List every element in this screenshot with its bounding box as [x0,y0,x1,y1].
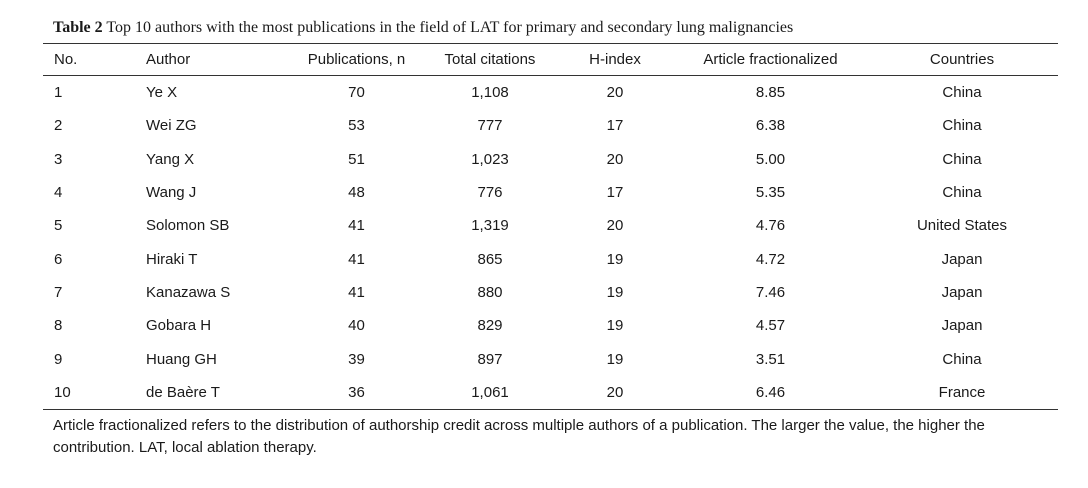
table-row [43,309,1058,342]
cell-no: 10 [43,376,146,410]
table-row [43,209,1058,242]
table-container [43,18,1058,459]
table-row [43,143,1058,176]
table-caption-label: Table 2 [53,19,103,36]
cell-country: Japan [941,317,983,335]
table-row [43,276,1058,309]
cell-no: 4 [54,184,63,202]
cell-author: Solomon SB [146,217,230,235]
cell-fractionalized: 4.76 [755,217,786,235]
header-countries: Countries [866,44,1058,76]
cell-hindex: 20 [606,84,624,102]
cell-citations: 1,061 [425,376,555,410]
cell-hindex: 20 [606,217,624,235]
cell-hindex: 17 [606,117,624,135]
cell-citations: 1,319 [471,217,509,235]
cell-fractionalized: 5.00 [755,150,786,168]
header-citations: Total citations [425,44,555,76]
header-row [43,44,1058,76]
table-row [43,109,1058,142]
cell-country: United States [916,217,1008,235]
cell-fractionalized: 7.46 [755,283,786,301]
cell-publications: 39 [348,350,365,368]
cell-publications: 41 [348,217,365,235]
cell-no: 2 [54,117,63,135]
cell-hindex: 19 [606,283,624,301]
table-header [43,44,1058,76]
cell-citations: 865 [477,250,503,268]
cell-publications: 40 [348,317,365,335]
cell-fractionalized: 5.35 [755,184,786,202]
cell-citations: 897 [477,350,503,368]
cell-no: 3 [54,150,63,168]
table-row [43,76,1058,110]
cell-no: 7 [54,283,63,301]
cell-no: 5 [54,217,63,235]
cell-fractionalized: 3.51 [755,350,786,368]
header-author: Author [146,44,288,76]
cell-hindex: 19 [606,317,624,335]
cell-no: 9 [54,350,63,368]
cell-no: 8 [54,317,63,335]
cell-fractionalized: 6.46 [675,376,866,410]
cell-author: Wang J [146,184,197,202]
cell-fractionalized: 8.85 [755,84,786,102]
cell-fractionalized: 4.57 [755,317,786,335]
table-row [43,342,1058,375]
table-body [43,76,1058,410]
table-row [43,376,1058,410]
cell-hindex: 17 [606,184,624,202]
header-publications: Publications, n [288,44,425,76]
cell-hindex: 19 [606,350,624,368]
cell-fractionalized: 4.72 [755,250,786,268]
cell-country: China [942,150,982,168]
cell-publications: 53 [348,117,365,135]
cell-no: 1 [54,84,63,102]
table-footnote: Article fractionalized refers to the distribution of authorship credit across multiple authors of a publication. The larger the value, the higher the contribution. LAT, local ablation therapy. [53,416,985,456]
table-row [43,242,1058,275]
cell-publications: 70 [348,84,365,102]
cell-author: Kanazawa S [146,283,231,301]
cell-country: Japan [941,250,983,268]
cell-author: Hiraki T [146,250,198,268]
cell-citations: 880 [477,283,503,301]
cell-author: Gobara H [146,317,212,335]
cell-publications: 48 [348,184,365,202]
cell-publications: 51 [348,150,365,168]
cell-country: Japan [941,283,983,301]
cell-no: 6 [54,250,63,268]
cell-author: Ye X [146,84,178,102]
cell-citations: 1,023 [471,150,509,168]
cell-author: Yang X [146,150,195,168]
cell-fractionalized: 6.38 [755,117,786,135]
table-caption-text: Top 10 authors with the most publications in the field of LAT for primary and secondary lung malignancies [102,19,794,36]
table-row [43,176,1058,209]
cell-hindex: 20 [606,150,624,168]
cell-author: Huang GH [146,350,217,368]
cell-hindex: 20 [555,376,675,410]
cell-country: China [942,117,982,135]
cell-publications: 36 [288,376,425,410]
cell-publications: 41 [348,283,365,301]
cell-author: de Baère T [146,376,288,410]
cell-citations: 777 [477,117,503,135]
cell-citations: 776 [477,184,503,202]
cell-citations: 1,108 [471,84,509,102]
cell-publications: 41 [348,250,365,268]
table-caption [43,18,1058,44]
cell-country: China [942,184,982,202]
header-fractionalized: Article fractionalized [675,44,866,76]
header-hindex: H-index [555,44,675,76]
authors-table [43,44,1058,410]
cell-country: France [866,376,1058,410]
header-no: No. [43,44,146,76]
cell-citations: 829 [477,317,503,335]
cell-hindex: 19 [606,250,624,268]
cell-country: China [942,350,982,368]
cell-country: China [942,84,982,102]
cell-author: Wei ZG [146,117,197,135]
